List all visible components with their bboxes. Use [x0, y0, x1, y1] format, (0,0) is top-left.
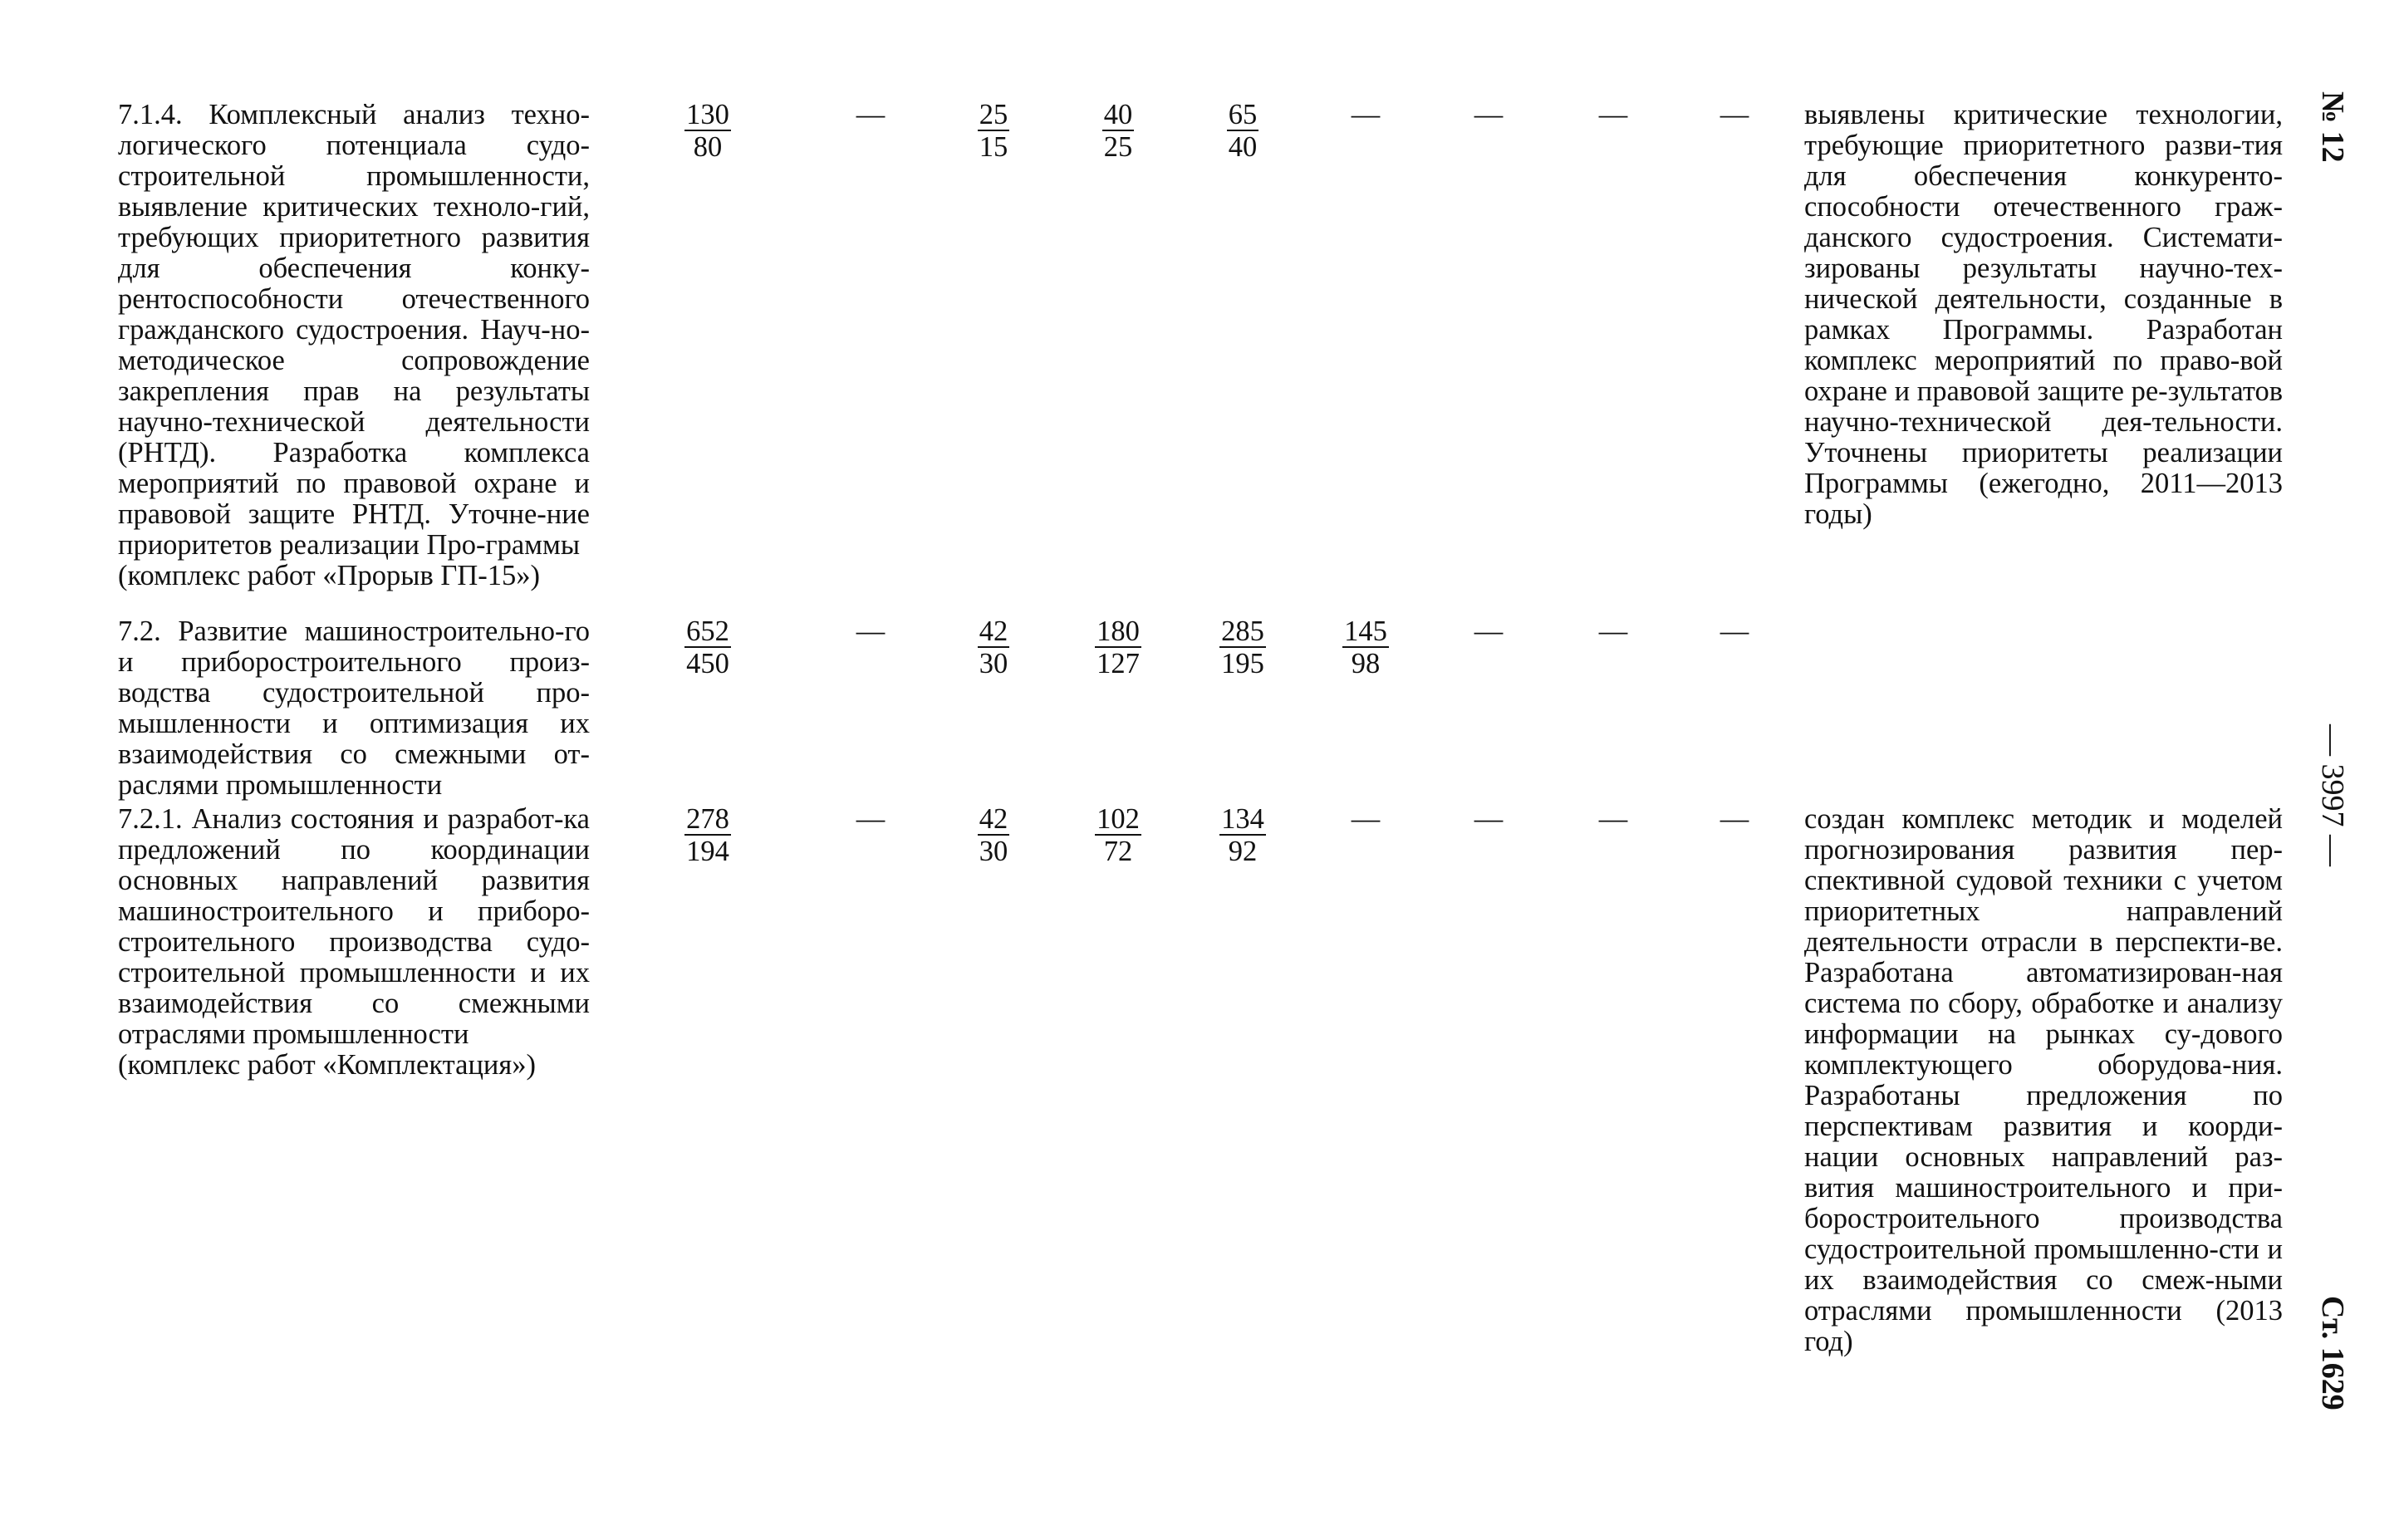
funding-cell	[1435, 616, 1543, 647]
empty-dash: —	[856, 616, 886, 647]
funding-cell	[940, 100, 1047, 163]
funding-numerator: 40	[1103, 99, 1133, 130]
funding-numerator: 65	[1228, 99, 1258, 130]
description-text: 7.2. Развитие машиностроительно-го и приборостроительного произ-водства судостроительной про-мышленности и оптимизация их взаимодействия со смежными от-раслями промышленности	[118, 616, 590, 801]
funding-numerator: 42	[979, 616, 1008, 647]
funding-numerator: 25	[979, 99, 1008, 130]
funding-cell	[1680, 804, 1788, 835]
expected-result: выявлены критические технологии, требующие приоритетного разви-тия для обеспечения конкуренто-способности отечественного граж-данского судостроения. Системати-зированы результаты научно-тех-нической деятельности, созданные в рамках Программы. Разработан комплекс мероприятий по право-вой охране и правовой защите ре-зультатов научно-технической дея-тельности. Уточнены приоритеты реализации Программы (ежегодно, 2011—2013 годы)	[1804, 99, 2283, 530]
empty-dash: —	[1598, 99, 1628, 130]
measure-description	[118, 616, 590, 801]
funding-cell	[817, 616, 925, 647]
funding-cell	[1559, 616, 1667, 647]
empty-dash: —	[1351, 803, 1381, 835]
empty-dash: —	[1474, 616, 1504, 647]
funding-cell	[1559, 804, 1667, 835]
funding-denominator: 30	[979, 836, 1008, 867]
funding-numerator: 42	[979, 803, 1008, 835]
description-work-package: (комплекс работ «Прорыв ГП-15»)	[118, 560, 540, 591]
funding-cell	[1312, 616, 1420, 679]
description-text: 7.1.4. Комплексный анализ техно-логического потенциала судо-строительной промышленности, выявление критических техноло-гий, требующих приоритетного развития для обеспечения конку-рентоспособности отечественного гражданского судостроения. Науч-но-методическое сопровождение закрепления прав на результаты научно-технической деятельности (РНТД). Разработка комплекса мероприятий по правовой охране и правовой защите РНТД. Уточне-ние приоритетов реализации Про-граммы	[118, 99, 590, 561]
funding-cell-total	[654, 804, 762, 867]
empty-dash: —	[856, 99, 886, 130]
funding-numerator: 134	[1221, 803, 1264, 835]
funding-denominator: 80	[693, 131, 723, 163]
description-work-package: (комплекс работ «Комплектация»)	[118, 1049, 536, 1081]
issue-number: № 12	[2315, 91, 2350, 163]
funding-denominator: 450	[686, 648, 729, 679]
empty-dash: —	[1474, 99, 1504, 130]
empty-dash: —	[1474, 803, 1504, 835]
description-text: 7.2.1. Анализ состояния и разработ-ка предложений по координации основных направлений развития машиностроительного и приборо-строительного производства судо-строительной промышленности и их взаимодействия со смежными отраслями промышленности	[118, 803, 590, 1050]
funding-numerator: 652	[686, 616, 729, 647]
funding-cell	[1435, 100, 1543, 130]
funding-denominator: 72	[1103, 836, 1133, 867]
funding-cell	[1312, 804, 1420, 835]
funding-denominator: 30	[979, 648, 1008, 679]
funding-denominator: 25	[1103, 131, 1133, 163]
funding-cell	[1312, 100, 1420, 130]
funding-denominator: 127	[1097, 648, 1140, 679]
funding-cell	[1435, 804, 1543, 835]
funding-denominator: 195	[1221, 648, 1264, 679]
empty-dash: —	[1598, 616, 1628, 647]
empty-dash: —	[1598, 803, 1628, 835]
funding-denominator: 92	[1228, 836, 1258, 867]
funding-cell	[940, 616, 1047, 679]
funding-numerator: 180	[1097, 616, 1140, 647]
funding-cell	[817, 804, 925, 835]
empty-dash: —	[1720, 99, 1749, 130]
funding-cell	[1559, 100, 1667, 130]
funding-numerator: 130	[686, 99, 729, 130]
article-number: Ст. 1629	[2315, 1296, 2350, 1410]
funding-cell	[1064, 804, 1172, 867]
measure-description	[118, 804, 590, 1081]
funding-cell	[1680, 100, 1788, 130]
funding-denominator: 40	[1228, 131, 1258, 163]
funding-denominator: 15	[979, 131, 1008, 163]
funding-cell	[940, 804, 1047, 867]
funding-cell	[817, 100, 925, 130]
funding-numerator: 278	[686, 803, 729, 835]
expected-result: создан комплекс методик и моделей прогнозирования развития пер-спективной судовой техники с учетом приоритетных направлений деятельности отрасли в перспекти-ве. Разработана автоматизирован-ная система по сбору, обработке и анализу информации на рынках су-дового комплектующего оборудова-ния. Разработаны предложения по перспективам развития и коорди-нации основных направлений раз-вития машиностроительного и при-боростроительного производства судостроительной промышленно-сти и их взаимодействия со смеж-ными отраслями промышленности (2013 год)	[1804, 803, 2283, 1357]
page-number: — 3997 —	[2315, 724, 2350, 866]
funding-cell-total	[654, 100, 762, 163]
funding-cell	[1189, 616, 1297, 679]
funding-cell	[1064, 100, 1172, 163]
funding-denominator: 194	[686, 836, 729, 867]
funding-numerator: 285	[1221, 616, 1264, 647]
funding-cell	[1189, 100, 1297, 163]
funding-cell	[1189, 804, 1297, 867]
funding-denominator: 98	[1351, 648, 1381, 679]
empty-dash: —	[1720, 803, 1749, 835]
funding-numerator: 145	[1344, 616, 1387, 647]
empty-dash: —	[1720, 616, 1749, 647]
empty-dash: —	[1351, 99, 1381, 130]
funding-numerator: 102	[1097, 803, 1140, 835]
measure-description	[118, 100, 590, 591]
funding-cell-total	[654, 616, 762, 679]
funding-cell	[1680, 616, 1788, 647]
funding-cell	[1064, 616, 1172, 679]
empty-dash: —	[856, 803, 886, 835]
